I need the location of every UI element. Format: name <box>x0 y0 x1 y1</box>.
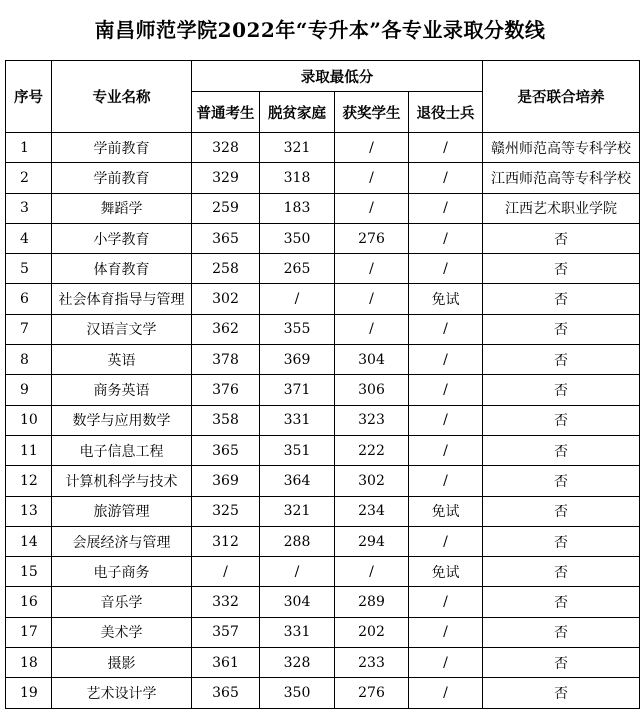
cell-seq: 9 <box>6 375 52 405</box>
cell-poverty: 331 <box>260 405 335 435</box>
cell-joint-training: 否 <box>483 284 640 314</box>
cell-veteran: / <box>409 617 483 647</box>
cell-veteran: / <box>409 678 483 708</box>
cell-veteran: / <box>409 466 483 496</box>
cell-veteran: / <box>409 254 483 284</box>
cell-poverty: 321 <box>260 133 335 163</box>
cell-veteran: / <box>409 133 483 163</box>
cell-award: / <box>335 133 409 163</box>
cell-seq: 4 <box>6 223 52 253</box>
cell-normal: 376 <box>192 375 260 405</box>
table-row <box>6 405 640 435</box>
table-row <box>6 163 640 193</box>
cell-award: / <box>335 284 409 314</box>
cell-award: / <box>335 314 409 344</box>
cell-normal: 258 <box>192 254 260 284</box>
cell-major: 舞蹈学 <box>52 193 192 223</box>
cell-normal: 312 <box>192 526 260 556</box>
cell-major: 学前教育 <box>52 133 192 163</box>
cell-seq: 1 <box>6 133 52 163</box>
cell-joint-training: 否 <box>483 526 640 556</box>
table-row <box>6 435 640 465</box>
cell-poverty: 265 <box>260 254 335 284</box>
page-title: 南昌师范学院2022年“专升本”各专业录取分数线 <box>94 18 546 42</box>
cell-award: 234 <box>335 496 409 526</box>
cell-veteran: 免试 <box>409 557 483 587</box>
cell-joint-training: 否 <box>483 678 640 708</box>
table-row <box>6 526 640 556</box>
cell-joint-training: 否 <box>483 223 640 253</box>
cell-veteran: 免试 <box>409 496 483 526</box>
cell-veteran: / <box>409 163 483 193</box>
table-row <box>6 466 640 496</box>
cell-joint-training: 否 <box>483 405 640 435</box>
cell-normal: 365 <box>192 223 260 253</box>
cell-seq: 12 <box>6 466 52 496</box>
cell-seq: 8 <box>6 345 52 375</box>
cell-normal: 361 <box>192 648 260 678</box>
cell-joint-training: 否 <box>483 314 640 344</box>
cell-joint-training: 否 <box>483 587 640 617</box>
cell-award: / <box>335 254 409 284</box>
cell-normal: 365 <box>192 435 260 465</box>
cell-joint-training: 否 <box>483 254 640 284</box>
cell-joint-training: 否 <box>483 345 640 375</box>
cell-seq: 13 <box>6 496 52 526</box>
cell-veteran: / <box>409 223 483 253</box>
cell-seq: 5 <box>6 254 52 284</box>
cell-award: 222 <box>335 435 409 465</box>
cell-poverty: 183 <box>260 193 335 223</box>
cell-seq: 11 <box>6 435 52 465</box>
cell-major: 体育教育 <box>52 254 192 284</box>
cell-seq: 10 <box>6 405 52 435</box>
cell-seq: 18 <box>6 648 52 678</box>
cell-seq: 16 <box>6 587 52 617</box>
cell-veteran: / <box>409 587 483 617</box>
table-row <box>6 496 640 526</box>
cell-major: 学前教育 <box>52 163 192 193</box>
cell-award: 294 <box>335 526 409 556</box>
cell-major: 音乐学 <box>52 587 192 617</box>
cell-poverty: 350 <box>260 223 335 253</box>
cell-veteran: / <box>409 435 483 465</box>
cell-normal: 378 <box>192 345 260 375</box>
cell-award: 302 <box>335 466 409 496</box>
cell-normal: 362 <box>192 314 260 344</box>
cell-poverty: 288 <box>260 526 335 556</box>
cell-poverty: 364 <box>260 466 335 496</box>
cell-major: 艺术设计学 <box>52 678 192 708</box>
cell-normal: 329 <box>192 163 260 193</box>
cell-seq: 6 <box>6 284 52 314</box>
cell-award: 289 <box>335 587 409 617</box>
table-row <box>6 284 640 314</box>
cell-award: 306 <box>335 375 409 405</box>
table-row <box>6 557 640 587</box>
cell-joint-training: 否 <box>483 648 640 678</box>
cell-poverty: 328 <box>260 648 335 678</box>
cell-seq: 3 <box>6 193 52 223</box>
cell-seq: 14 <box>6 526 52 556</box>
cell-award: / <box>335 557 409 587</box>
cell-joint-training: 否 <box>483 435 640 465</box>
cell-seq: 7 <box>6 314 52 344</box>
table-row <box>6 193 640 223</box>
header-seq: 序号 <box>6 61 52 133</box>
header-min-score: 录取最低分 <box>192 61 483 92</box>
table-row <box>6 314 640 344</box>
cell-award: / <box>335 193 409 223</box>
cell-poverty: 355 <box>260 314 335 344</box>
cell-poverty: 369 <box>260 345 335 375</box>
cell-seq: 19 <box>6 678 52 708</box>
cell-poverty: 321 <box>260 496 335 526</box>
table-row <box>6 254 640 284</box>
cell-major: 电子商务 <box>52 557 192 587</box>
cell-normal: 302 <box>192 284 260 314</box>
cell-poverty: / <box>260 284 335 314</box>
cell-joint-training: 江西艺术职业学院 <box>483 193 640 223</box>
cell-normal: 259 <box>192 193 260 223</box>
cell-joint-training: 赣州师范高等专科学校 <box>483 133 640 163</box>
cell-joint-training: 否 <box>483 496 640 526</box>
cell-award: 276 <box>335 223 409 253</box>
cell-seq: 17 <box>6 617 52 647</box>
cell-major: 汉语言文学 <box>52 314 192 344</box>
cell-award: 276 <box>335 678 409 708</box>
cell-poverty: 318 <box>260 163 335 193</box>
cell-veteran: / <box>409 345 483 375</box>
cell-major: 美术学 <box>52 617 192 647</box>
table-row <box>6 648 640 678</box>
cell-normal: 325 <box>192 496 260 526</box>
cell-award: / <box>335 163 409 193</box>
cell-major: 小学教育 <box>52 223 192 253</box>
cell-award: 323 <box>335 405 409 435</box>
cell-poverty: 331 <box>260 617 335 647</box>
cell-poverty: 304 <box>260 587 335 617</box>
cell-joint-training: 江西师范高等专科学校 <box>483 163 640 193</box>
table-row <box>6 223 640 253</box>
cell-veteran: / <box>409 375 483 405</box>
cell-award: 202 <box>335 617 409 647</box>
table-row <box>6 375 640 405</box>
cell-major: 旅游管理 <box>52 496 192 526</box>
cell-major: 会展经济与管理 <box>52 526 192 556</box>
table-row <box>6 133 640 163</box>
cell-normal: 358 <box>192 405 260 435</box>
cell-major: 计算机科学与技术 <box>52 466 192 496</box>
cell-normal: 332 <box>192 587 260 617</box>
cell-major: 商务英语 <box>52 375 192 405</box>
cell-normal: 369 <box>192 466 260 496</box>
cell-major: 社会体育指导与管理 <box>52 284 192 314</box>
table-row <box>6 678 640 708</box>
cell-seq: 2 <box>6 163 52 193</box>
table-row <box>6 587 640 617</box>
cell-normal: 365 <box>192 678 260 708</box>
cell-poverty: 371 <box>260 375 335 405</box>
cell-veteran: / <box>409 193 483 223</box>
cell-award: 233 <box>335 648 409 678</box>
admission-score-table <box>5 60 640 709</box>
cell-major: 数学与应用数学 <box>52 405 192 435</box>
cell-award: 304 <box>335 345 409 375</box>
table-row <box>6 345 640 375</box>
cell-major: 英语 <box>52 345 192 375</box>
table-row <box>6 617 640 647</box>
cell-joint-training: 否 <box>483 375 640 405</box>
header-normal: 普通考生 <box>192 92 260 133</box>
cell-major: 电子信息工程 <box>52 435 192 465</box>
cell-normal: / <box>192 557 260 587</box>
cell-joint-training: 否 <box>483 466 640 496</box>
header-major: 专业名称 <box>52 61 192 133</box>
cell-veteran: 免试 <box>409 284 483 314</box>
header-award: 获奖学生 <box>335 92 409 133</box>
header-veteran: 退役士兵 <box>409 92 483 133</box>
cell-poverty: / <box>260 557 335 587</box>
header-joint-training: 是否联合培养 <box>483 61 640 133</box>
cell-normal: 357 <box>192 617 260 647</box>
cell-veteran: / <box>409 314 483 344</box>
table-body <box>6 133 640 709</box>
cell-veteran: / <box>409 526 483 556</box>
cell-joint-training: 否 <box>483 557 640 587</box>
cell-normal: 328 <box>192 133 260 163</box>
cell-veteran: / <box>409 648 483 678</box>
cell-major: 摄影 <box>52 648 192 678</box>
cell-poverty: 350 <box>260 678 335 708</box>
header-poverty: 脱贫家庭 <box>260 92 335 133</box>
cell-veteran: / <box>409 405 483 435</box>
cell-joint-training: 否 <box>483 617 640 647</box>
cell-poverty: 351 <box>260 435 335 465</box>
cell-seq: 15 <box>6 557 52 587</box>
